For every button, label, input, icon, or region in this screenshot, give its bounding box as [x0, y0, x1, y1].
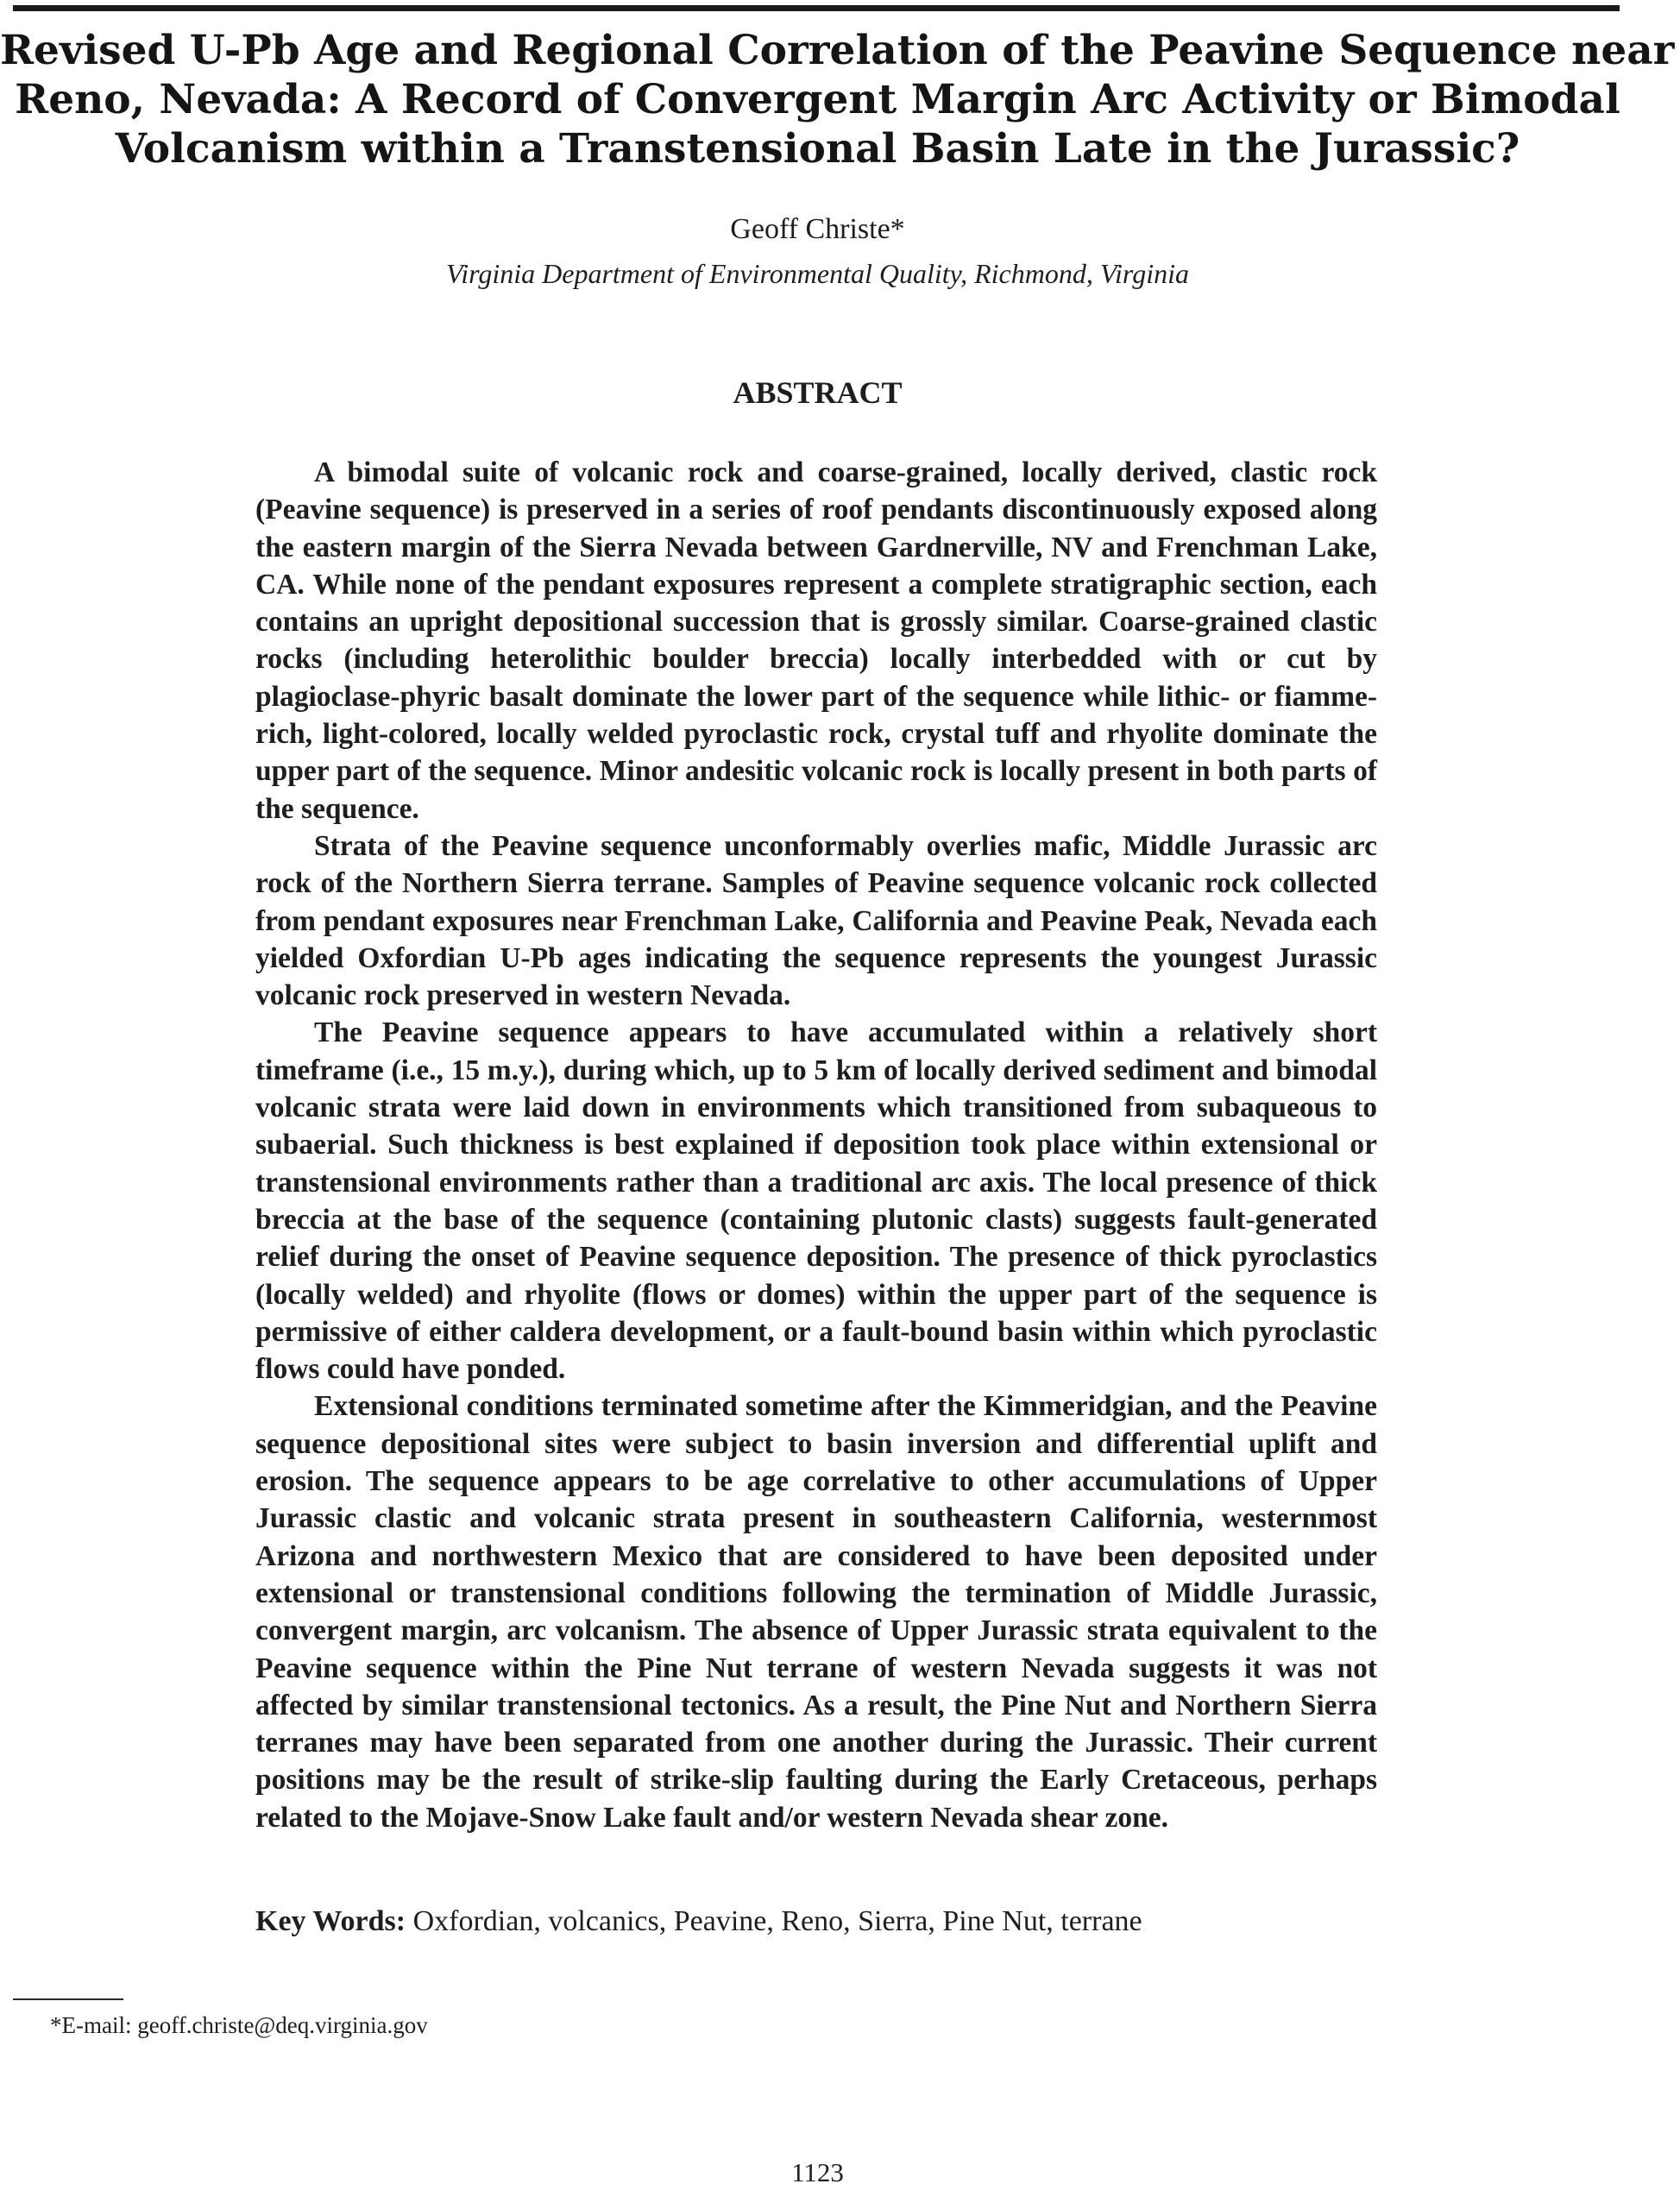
- keywords: [255, 1904, 1377, 1940]
- abstract-body: [255, 454, 1377, 1836]
- abstract-paragraph-4: Extensional conditions terminated sometime after the Kimmeridgian, and the Peavine sequence depositional sites were subject to basin inversion and differential uplift and erosion. The sequence appears to be age correlative to other accumulations of Upper Jurassic clastic and volcanic strata present in southeastern California, westernmost Arizona and northwestern Mexico that are considered to have been deposited under extensional or transtensional conditions following the termination of Middle Jurassic, convergent margin, arc volcanism. The absence of Upper Jurassic strata equivalent to the Peavine sequence within the Pine Nut terrane of western Nevada suggests it was not affected by similar transtensional tectonics. As a result, the Pine Nut and Northern Sierra terranes may have been separated from one another during the Jurassic. Their current positions may be the result of strike-slip faulting during the Early Cretaceous, perhaps related to the Mojave-Snow Lake fault and/or western Nevada shear zone.: [255, 1390, 1377, 1834]
- keywords-label: Key Words:: [255, 1905, 406, 1937]
- author: Geoff Christe*: [730, 213, 905, 245]
- footnote-email: *E-mail: geoff.christe@deq.virginia.gov: [50, 2012, 428, 2038]
- page-number: 1123: [791, 2157, 844, 2187]
- title-line-3: Volcanism within a Transtensional Basin Late in the Jurassic?: [115, 125, 1520, 173]
- abstract-paragraph-2: Strata of the Peavine sequence unconformably overlies mafic, Middle Jurassic arc rock of the Northern Sierra terrane. Samples of Peavine sequence volcanic rock collected from pendant exposures near Frenchman Lake, California and Peavine Peak, Nevada each yielded Oxfordian U-Pb ages indicating the sequence represents the youngest Jurassic volcanic rock preserved in western Nevada.: [255, 829, 1377, 1012]
- affiliation: Virginia Department of Environmental Quality, Richmond, Virginia: [446, 258, 1189, 289]
- title-line-2: Reno, Nevada: A Record of Convergent Margin Arc Activity or Bimodal: [15, 76, 1620, 123]
- footnote-rule: [13, 1998, 123, 2000]
- abstract-heading: ABSTRACT: [733, 375, 903, 410]
- paper-title: [0, 26, 1675, 173]
- abstract-paragraph-1: A bimodal suite of volcanic rock and coarse-grained, locally derived, clastic rock (Peavine sequence) is preserved in a series of roof pendants discontinuously exposed along the eastern margin of the Sierra Nevada between Gardnerville, NV and Frenchman Lake, CA. While none of the pendant exposures represent a complete stratigraphic section, each contains an upright depositional succession that is grossly similar. Coarse-grained clastic rocks (including heterolithic boulder breccia) locally interbedded with or cut by plagioclase-phyric basalt dominate the lower part of the sequence while lithic- or fiamme-rich, light-colored, locally welded pyroclastic rock, crystal tuff and rhyolite dominate the upper part of the sequence. Minor andesitic volcanic rock is locally present in both parts of the sequence.: [255, 456, 1377, 825]
- top-rule: [13, 5, 1620, 11]
- keywords-text: Oxfordian, volcanics, Peavine, Reno, Sierra, Pine Nut, terrane: [406, 1905, 1142, 1937]
- abstract-paragraph-3: The Peavine sequence appears to have accumulated within a relatively short timeframe (i.e., 15 m.y.), during which, up to 5 km of locally derived sediment and bimodal volcanic strata were laid down in environments which transitioned from subaqueous to subaerial. Such thickness is best explained if deposition took place within extensional or transtensional environments rather than a traditional arc axis. The local presence of thick breccia at the base of the sequence (containing plutonic clasts) suggests fault-generated relief during the onset of Peavine sequence deposition. The presence of thick pyroclastics (locally welded) and rhyolite (flows or domes) within the upper part of the sequence is permissive of either caldera development, or a fault-bound basin within which pyroclastic flows could have ponded.: [255, 1016, 1377, 1386]
- title-line-1: Revised U-Pb Age and Regional Correlation of the Peavine Sequence near: [0, 27, 1675, 74]
